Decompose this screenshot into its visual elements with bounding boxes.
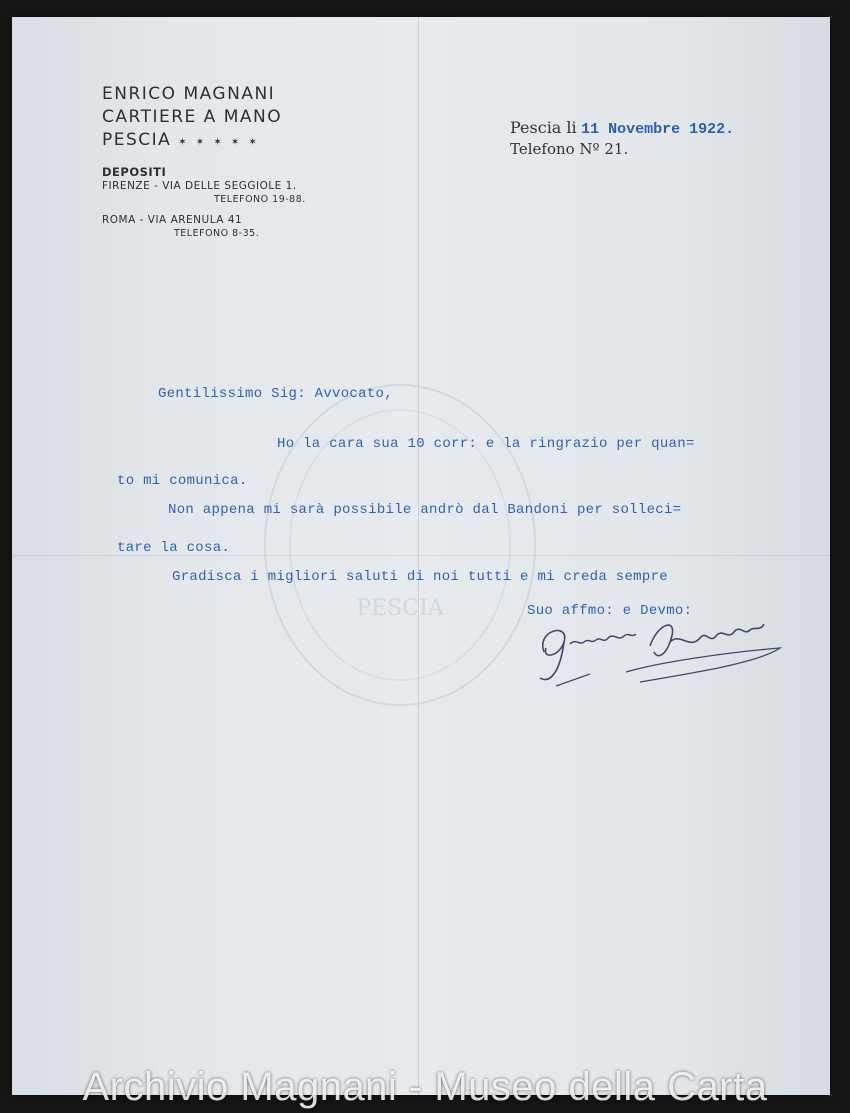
paragraph2-line2: tare la cosa. bbox=[117, 540, 231, 556]
ornament-stars: ✶ ✶ ✶ ✶ ✶ bbox=[178, 137, 260, 148]
company-city bbox=[102, 129, 306, 154]
paragraph1-line1: Ho la cara sua 10 corr: e la ringrazio per quan= bbox=[277, 436, 695, 452]
paragraph3: Gradisca i migliori saluti di noi tutti e mi creda sempre bbox=[172, 569, 668, 585]
firenze-address: FIRENZE - VIA DELLE SEGGIOLE 1. bbox=[102, 180, 297, 192]
closing-formula: Suo affmo: e Devmo: bbox=[527, 603, 693, 619]
company-city-text: PESCIA bbox=[102, 130, 172, 150]
depositi-label: DEPOSITI bbox=[102, 165, 167, 179]
archive-watermark: Archivio Magnani - Museo della Carta bbox=[82, 1065, 768, 1109]
company-name: ENRICO MAGNANI bbox=[102, 84, 276, 104]
telephone-number: Telefono Nº 21. bbox=[510, 140, 629, 158]
handwritten-signature bbox=[530, 612, 800, 697]
letterhead bbox=[102, 83, 306, 241]
embossed-stamp bbox=[255, 375, 545, 715]
date-line bbox=[510, 118, 734, 138]
roma-telephone: TELEFONO 8-35. bbox=[174, 228, 260, 239]
firenze-telephone: TELEFONO 19-88. bbox=[214, 194, 306, 205]
salutation: Gentilissimo Sig: Avvocato, bbox=[158, 386, 393, 402]
date-block bbox=[510, 118, 734, 158]
paragraph1-line2: to mi comunica. bbox=[117, 473, 248, 489]
roma-address: ROMA - VIA ARENULA 41 bbox=[102, 214, 243, 226]
paragraph2-line1: Non appena mi sarà possibile andrò dal Bandoni per solleci= bbox=[168, 502, 682, 518]
stamp-text: PESCIA bbox=[356, 596, 444, 621]
place-label: Pescia li bbox=[510, 118, 577, 137]
letter-date: 11 Novembre 1922. bbox=[581, 121, 735, 138]
company-subtitle: CARTIERE A MANO bbox=[102, 107, 283, 127]
